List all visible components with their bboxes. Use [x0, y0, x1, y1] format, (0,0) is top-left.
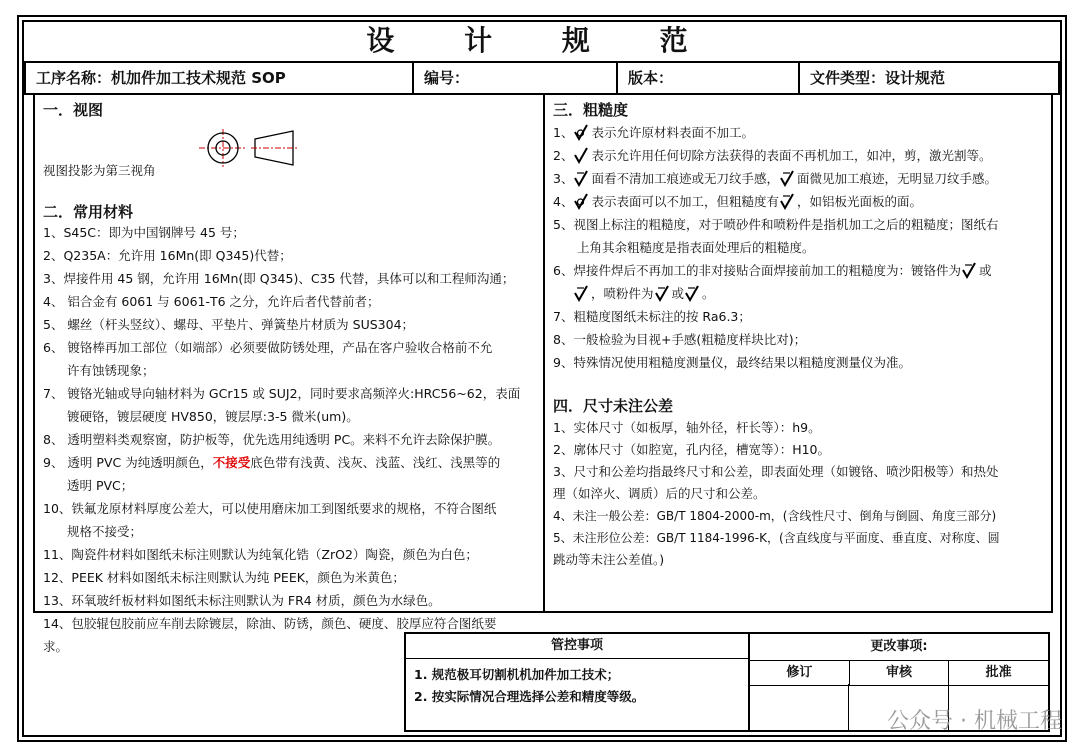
roughness-machined-icon: [573, 284, 589, 302]
col-review: 审核: [850, 661, 950, 685]
divider: [848, 684, 849, 730]
version-cell: 版本：: [616, 61, 800, 95]
roughness-machined-icon: [573, 169, 589, 187]
list-item: 求。: [43, 639, 69, 654]
list-item: 2. 按实际情况合理选择公差和精度等级。: [414, 689, 645, 704]
left-panel: [33, 93, 545, 654]
control-heading: 管控事项: [406, 634, 748, 659]
roughness-list: [553, 121, 1051, 374]
tolerance-heading: 四．尺寸未注公差: [553, 397, 674, 415]
list-item: ，喷粉件为 或 。: [553, 282, 1051, 305]
list-item: 5、视图上标注的粗糙度，对于喷砂件和喷粉件是指机加工之后的粗糙度；图纸右: [553, 217, 999, 232]
list-item: 2、廓体尺寸（如腔宽，孔内径，槽宽等）：H10。: [553, 442, 831, 457]
not-accepted-warning: 不接受: [212, 455, 251, 470]
list-item: 10、铁氟龙原材料厚度公差大，可以使用磨床加工到图纸要求的规格，不符合图纸: [43, 501, 497, 516]
list-item: 2、Q235A：允许用 16Mn(即 Q345)代替；: [43, 248, 292, 263]
list-item: 3、焊接件用 45 钢，允许用 16Mn(即 Q345)、C35 代替，具体可以和工程师沟通；: [43, 271, 515, 286]
changes-columns: [750, 660, 1048, 686]
roughness-machined-icon: [779, 192, 795, 210]
list-item: 1. 规范极耳切割机机加件加工技术；: [414, 667, 620, 682]
list-item: 1、实体尺寸（如板厚，轴外径，杆长等）：h9。: [553, 420, 821, 435]
list-item: 9、特殊情况使用粗糙度测量仪，最终结果以粗糙度测量仪为准。: [553, 355, 911, 370]
roughness-machined-icon: [961, 261, 977, 279]
list-item: 跳动等未注公差值。): [553, 552, 665, 567]
list-item: 4、 铝合金有 6061 与 6061-T6 之分，允许后者代替前者；: [43, 294, 380, 309]
list-item: 11、陶瓷件材料如图纸未标注则默认为纯氧化锆（ZrO2）陶瓷，颜色为白色；: [43, 547, 478, 562]
control-panel: [404, 632, 750, 732]
list-item: 13、环氧玻纤板材料如图纸未标注则默认为 FR4 材质，颜色为水绿色。: [43, 593, 441, 608]
control-list: [414, 664, 644, 708]
list-item: 8、 透明塑料类观察窗，防护板等，优先选用纯透明 PC。来料不允许去除保护膜。: [43, 432, 501, 447]
list-item-pvc: [43, 451, 543, 474]
list-item: 上角其余粗糙度是指表面处理后的粗糙度。: [577, 240, 815, 255]
list-item: 5、 螺丝（杆头竖纹）、螺母、平垫片、弹簧垫片材质为 SUS304；: [43, 317, 415, 332]
process-name-cell: 工序名称：机加件加工技术规范 SOP: [24, 61, 414, 95]
list-item: 2、 表示允许用任何切除方法获得的表面不再机加工，如冲，剪，激光割等。: [553, 148, 992, 163]
list-item: 3、尺寸和公差均指最终尺寸和公差，即表面处理（如镀铬、喷沙阳极等）和热处: [553, 464, 999, 479]
tolerance-list: [553, 417, 1051, 571]
roughness-machined-icon: [684, 284, 700, 302]
roughness-machined-icon: [779, 169, 795, 187]
list-item: 许有蚀锈现象；: [67, 363, 155, 378]
watermark: 公众号 · 机械工程: [887, 709, 1062, 734]
roughness-circle-icon: [573, 123, 589, 141]
list-item: 1、S45C：即为中国钢牌号 45 号；: [43, 225, 245, 240]
list-item: 镀硬铬，镀层硬度 HV850，镀层厚:3-5 微米(um)。: [67, 409, 359, 424]
list-item: 理（如淬火、调质）后的尺寸和公差。: [553, 486, 766, 501]
list-item: 规格不接受；: [67, 524, 143, 539]
number-cell: 编号：: [412, 61, 618, 95]
list-item: 3、 面看不清加工痕迹或无刀纹手感， 面微见加工痕迹，无明显刀纹手感。: [553, 171, 997, 186]
list-item: 6、焊接件焊后不再加工的非对接贴合面焊接前加工的粗糙度为：镀铬件为 或: [553, 263, 992, 278]
view-heading: 一．视图: [43, 101, 104, 119]
list-item: 7、 镀铬光轴或导向轴材料为 GCr15 或 SUJ2，同时要求高频淬火:HRC56~62，表面: [43, 386, 521, 401]
roughness-heading: 三．粗糙度: [553, 101, 629, 119]
roughness-check-icon: [573, 146, 589, 164]
roughness-circle-icon: [573, 192, 589, 210]
list-item: 8、一般检验为目视+手感(粗糙度样块比对)；: [553, 332, 807, 347]
list-item: 12、PEEK 材料如图纸未标注则默认为纯 PEEK，颜色为米黄色；: [43, 570, 405, 585]
pvc-text-a: 9、 透明 PVC 为纯透明颜色，: [43, 455, 213, 470]
materials-list: [43, 221, 543, 658]
materials-heading: 二．常用材料: [43, 203, 134, 221]
right-panel: [543, 93, 1053, 613]
roughness-machined-icon: [654, 284, 670, 302]
list-item: 7、粗糙度图纸未标注的按 Ra6.3；: [553, 309, 751, 324]
doc-type-cell: 文件类型：设计规范: [798, 61, 1060, 95]
list-item: 14、包胶辊包胶前应车削去除镀层，除油、防锈，颜色、硬度、胶厚应符合图纸要: [43, 616, 497, 631]
col-approve: 批准: [985, 665, 1012, 680]
document-title: 设 计 规 范: [366, 24, 718, 57]
changes-heading: 更改事项:: [870, 639, 928, 654]
list-item: 6、 镀铬棒再加工部位（如端部）必须要做防锈处理，产品在客户验收合格前不允: [43, 340, 493, 355]
col-revise: 修订: [750, 661, 850, 685]
projection-icon: [197, 127, 317, 167]
list-item: 5、未注形位公差：GB/T 1184-1996-K，(含直线度与平面度、垂直度、对称度、圆: [553, 531, 1000, 545]
list-item: 4、 表示表面可以不加工，但粗糙度有 ，如铝板光面板的面。: [553, 194, 922, 209]
view-note: 视图投影为第三视角: [43, 163, 156, 178]
list-item: 透明 PVC；: [67, 478, 134, 493]
list-item: 1、 表示允许原材料表面不加工。: [553, 125, 754, 140]
list-item: 4、未注一般公差：GB/T 1804-2000-m，(含线性尺寸、倒角与倒圆、角度三部分): [553, 509, 997, 523]
pvc-text-b: 底色带有浅黄、浅灰、浅蓝、浅红、浅黑等的: [250, 455, 501, 470]
